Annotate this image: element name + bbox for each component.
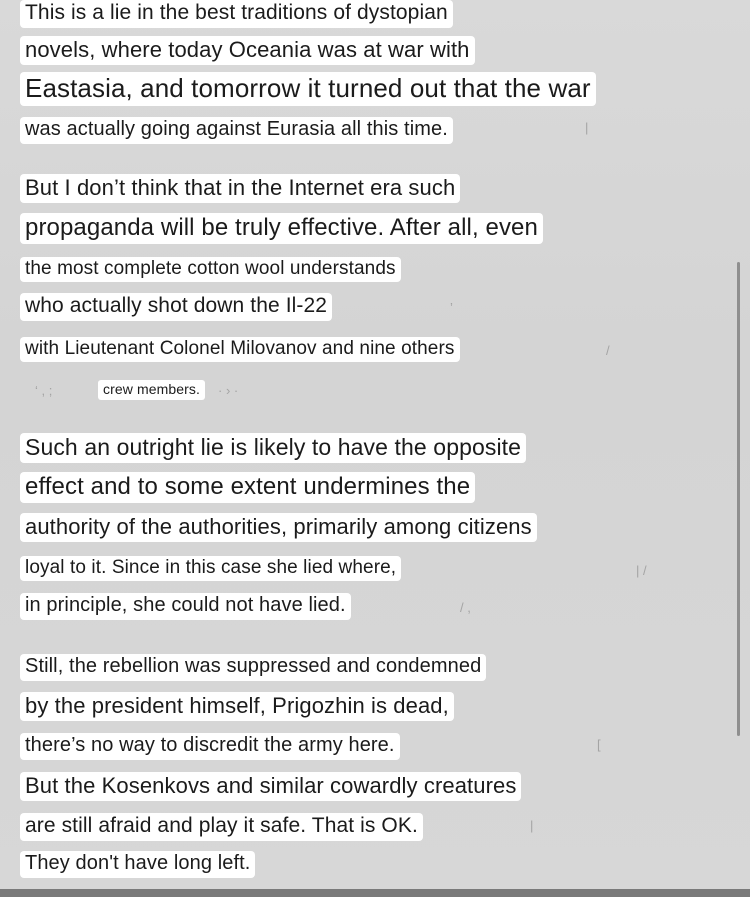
background-speck: ’ [450,300,453,315]
caption-line-9: with Lieutenant Colonel Milovanov and nine others [20,337,460,362]
caption-line-20: are still afraid and play it safe. That is OK. [20,813,423,841]
background-speck: ‘ , ; [35,383,53,398]
caption-line-11: Such an outright lie is likely to have the opposite [20,433,526,463]
caption-line-6: propaganda will be truly effective. After all, even [20,213,543,244]
background-speck: | [530,818,534,833]
caption-line-16: Still, the rebellion was suppressed and condemned [20,654,486,681]
caption-line-15: in principle, she could not have lied. [20,593,351,620]
vertical-scrollbar[interactable] [737,262,740,736]
caption-line-4: was actually going against Eurasia all this time. [20,117,453,144]
background-speck: / , [460,600,471,615]
caption-line-12: effect and to some extent undermines the [20,472,475,503]
caption-line-2: novels, where today Oceania was at war with [20,36,475,65]
caption-line-21: They don't have long left. [20,851,255,878]
caption-line-10: crew members. [98,380,205,400]
caption-line-13: authority of the authorities, primarily among citizens [20,513,537,542]
background-speck: | / [636,563,647,578]
caption-line-5: But I don’t think that in the Internet era such [20,174,460,203]
caption-line-8: who actually shot down the Il-22 [20,293,332,321]
caption-line-7: the most complete cotton wool understands [20,257,401,282]
background-speck: / [606,343,610,358]
background-speck: [ [597,737,601,752]
caption-line-1: This is a lie in the best traditions of dystopian [20,0,453,28]
background-speck: | [585,120,589,135]
caption-line-18: there’s no way to discredit the army here. [20,733,400,760]
caption-line-19: But the Kosenkovs and similar cowardly creatures [20,772,521,801]
background-speck: · › · [218,383,239,398]
caption-line-17: by the president himself, Prigozhin is dead, [20,692,454,721]
caption-line-14: loyal to it. Since in this case she lied where, [20,556,401,581]
bottom-edge-strip [0,889,750,897]
caption-line-3: Eastasia, and tomorrow it turned out that the war [20,72,596,106]
